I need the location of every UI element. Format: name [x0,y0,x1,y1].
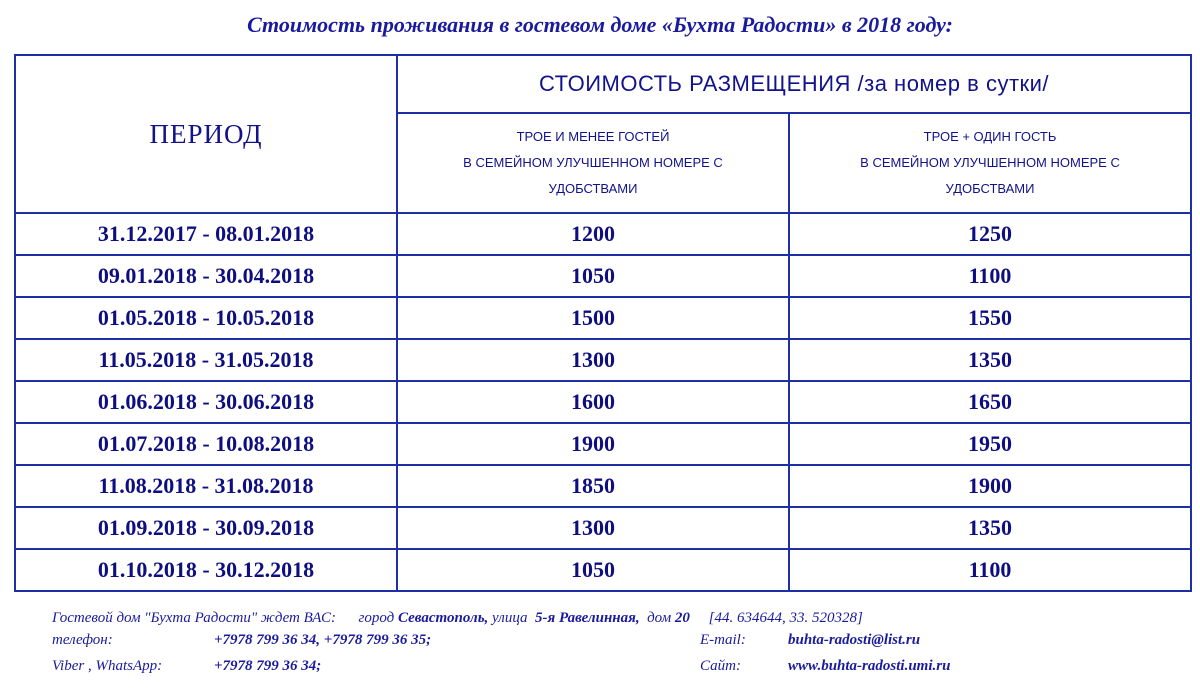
period-cell: 11.08.2018 - 31.08.2018 [15,465,397,507]
messenger-label: Viber , WhatsApp: [52,658,163,674]
house-label: дом [647,610,672,626]
price-cell: 1900 [789,465,1191,507]
price-cell: 1200 [397,213,789,255]
price-cell: 1900 [397,423,789,465]
phone-numbers: +7978 799 36 34, +7978 799 36 35; [214,632,432,648]
page-title: Стоимость проживания в гостевом доме «Бухта Радости» в 2018 году: [247,12,953,37]
site-link[interactable]: www.buhta-radosti.umi.ru [788,658,951,674]
table-row [15,423,1191,465]
price-table [14,54,1192,592]
price-cell: 1550 [789,297,1191,339]
price-cell: 1100 [789,255,1191,297]
period-cell: 31.12.2017 - 08.01.2018 [15,213,397,255]
price-cell: 1650 [789,381,1191,423]
price-cell: 1350 [789,339,1191,381]
period-cell: 01.06.2018 - 30.06.2018 [15,381,397,423]
contact-footer [0,600,1200,690]
city-label: город [358,610,395,626]
price-cell: 1300 [397,339,789,381]
period-cell: 09.01.2018 - 30.04.2018 [15,255,397,297]
table-row [15,297,1191,339]
table-row [15,339,1191,381]
price-cell: 1850 [397,465,789,507]
period-cell: 11.05.2018 - 31.05.2018 [15,339,397,381]
table-row [15,381,1191,423]
table-row [15,507,1191,549]
price-cell: 1250 [789,213,1191,255]
period-header: ПЕРИОД [15,55,397,213]
price-cell: 1600 [397,381,789,423]
price-cell: 1350 [789,507,1191,549]
welcome-text: Гостевой дом "Бухта Радости" ждет ВАС: [52,610,337,626]
street-label: улица [492,610,528,626]
email-label: E-mail: [700,632,746,648]
price-cell: 1500 [397,297,789,339]
period-cell: 01.05.2018 - 10.05.2018 [15,297,397,339]
column-header-three-guests: ТРОЕ И МЕНЕЕ ГОСТЕЙ В СЕМЕЙНОМ УЛУЧШЕННОМ НОМЕРЕ С УДОБСТВАМИ [397,113,789,213]
street: 5-я Равелинная, [535,610,640,626]
price-cell: 1300 [397,507,789,549]
cost-header: СТОИМОСТЬ РАЗМЕЩЕНИЯ /за номер в сутки/ [397,55,1191,113]
site-label: Сайт: [700,658,741,674]
period-cell: 01.09.2018 - 30.09.2018 [15,507,397,549]
address-line [52,610,863,627]
price-cell: 1050 [397,255,789,297]
price-cell: 1100 [789,549,1191,591]
period-cell: 01.07.2018 - 10.08.2018 [15,423,397,465]
column-header-plus-one-guest: ТРОЕ + ОДИН ГОСТЬ В СЕМЕЙНОМ УЛУЧШЕННОМ НОМЕРЕ С УДОБСТВАМИ [789,113,1191,213]
house-number: 20 [674,610,690,626]
city: Севастополь, [398,610,489,626]
table-row [15,255,1191,297]
price-cell: 1950 [789,423,1191,465]
table-row [15,549,1191,591]
table-row [15,213,1191,255]
coordinates: [44. 634644, 33. 520328] [708,610,863,626]
messenger-phone: +7978 799 36 34; [214,658,322,674]
email-link[interactable]: buhta-radosti@list.ru [788,632,921,648]
period-cell: 01.10.2018 - 30.12.2018 [15,549,397,591]
table-row [15,465,1191,507]
phone-label: телефон: [52,632,113,648]
price-cell: 1050 [397,549,789,591]
